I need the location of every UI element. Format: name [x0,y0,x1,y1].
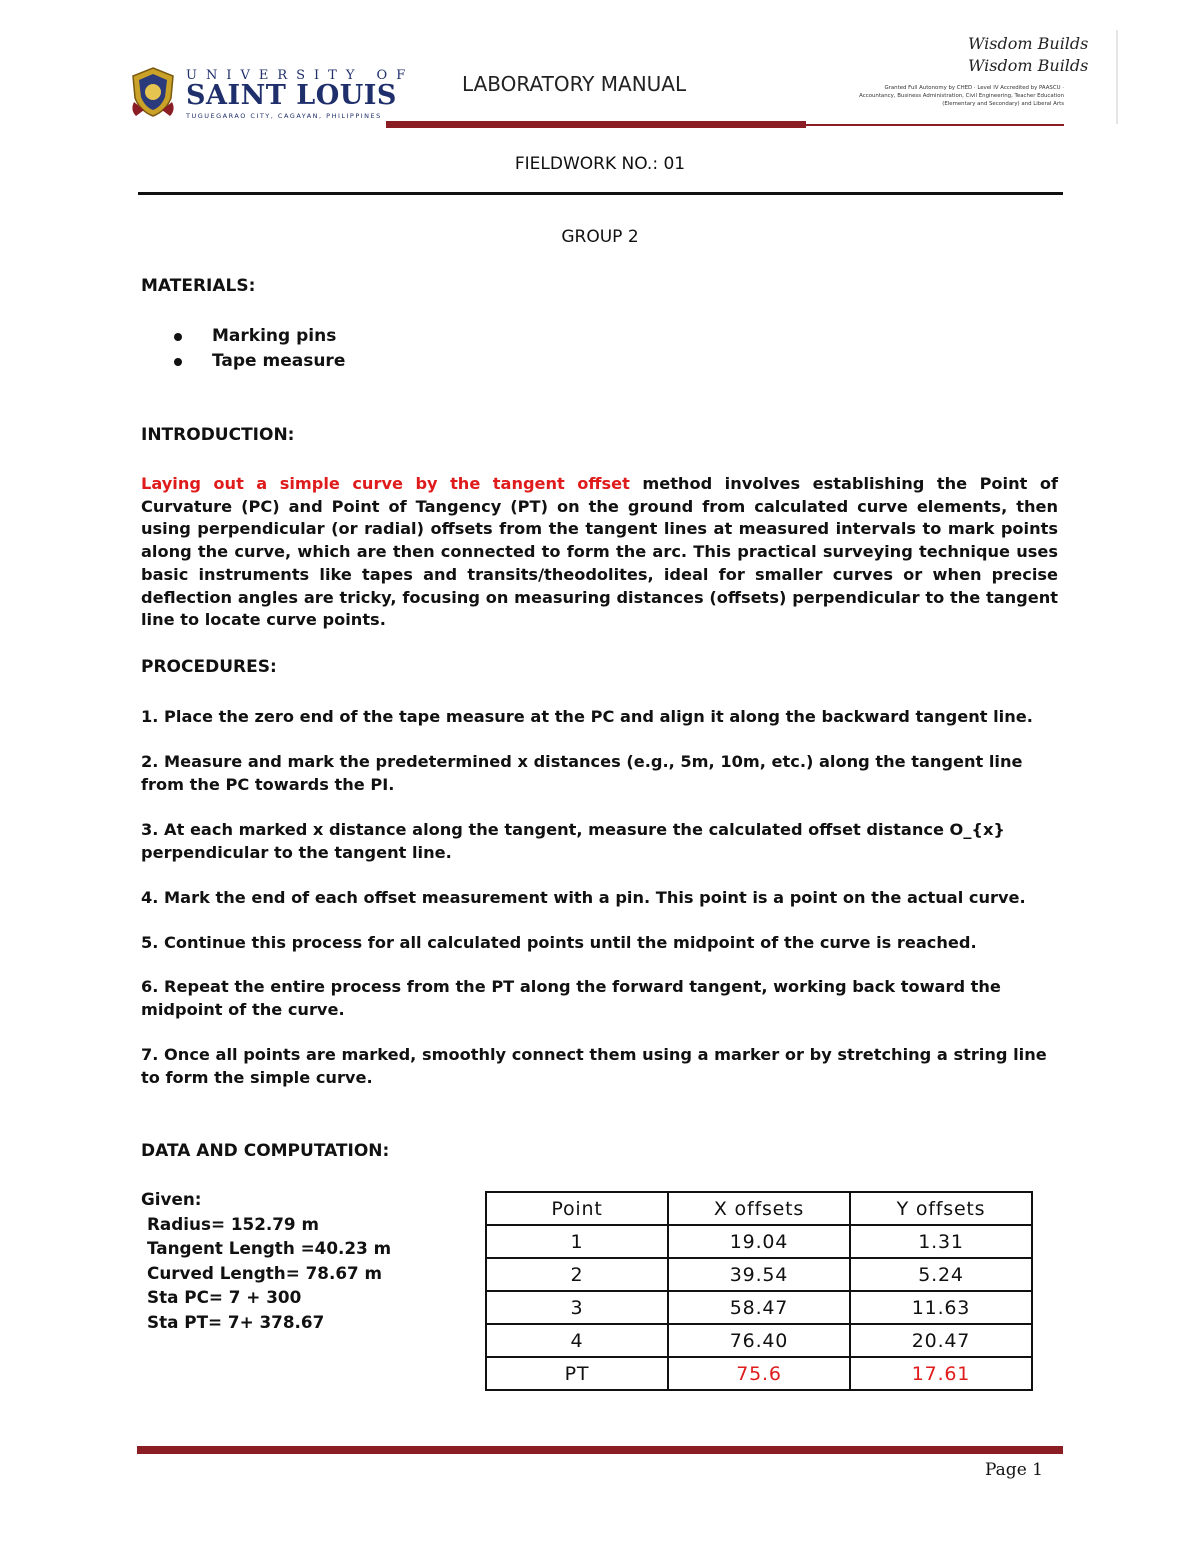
table-cell-highlight: 17.61 [850,1357,1032,1390]
list-item: Marking pins [172,324,345,349]
university-name-line1: UNIVERSITY OF [186,68,415,83]
table-cell: 4 [486,1324,668,1357]
footer-bar [137,1446,1063,1454]
wisdom-builds-logo-2: Wisdom Builds [968,56,1089,75]
introduction-highlight: Laying out a simple curve by the tangent offset [141,474,630,493]
introduction-body: method involves establishing the Point of Curvature (PC) and Point of Tangency (PT) on the ground from calculated curve elements, then using perpendicular (or radial) offsets from the tangent lines at measured intervals to mark points along the curve, which are then connected to form the arc. This practical surveying technique uses basic instruments like tapes and transits/theodolites, ideal for smaller curves or when precise deflection angles are tricky, focusing on measuring distances (offsets) perpendicular to the tangent line to locate curve points. [141,474,1059,630]
header-bar-thin [806,124,1064,126]
table-cell: 39.54 [668,1258,850,1291]
procedure-step-6: 6. Repeat the entire process from the PT along the forward tangent, working back toward the midpoint of the curve. [141,977,1001,1019]
procedures-heading: PROCEDURES: [141,657,277,677]
table-cell: PT [486,1357,668,1390]
table-cell: 5.24 [850,1258,1032,1291]
procedure-step-1: 1. Place the zero end of the tape measure at the PC and align it along the backward tangent line. [141,707,1033,726]
column-header-point: Point [486,1192,668,1225]
table-cell: 19.04 [668,1225,850,1258]
table-row [486,1291,1032,1324]
table-row [486,1324,1032,1357]
manual-title: LABORATORY MANUAL [462,72,687,96]
procedure-step-5: 5. Continue this process for all calculated points until the midpoint of the curve is reached. [141,933,977,952]
table-header-row [486,1192,1032,1225]
given-block [141,1187,391,1334]
accreditation-text: Granted Full Autonomy by CHED · Level IV Accredited by PAASCU · Accountancy, Business Administration, Civil Engineering, Teacher Education (Elementary and Secondary) and Liberal Arts [859,85,1064,107]
table-cell: 3 [486,1291,668,1324]
table-cell: 76.40 [668,1324,850,1357]
materials-list [172,324,345,374]
title-rule [138,192,1063,195]
table-row [486,1258,1032,1291]
data-computation-heading: DATA AND COMPUTATION: [141,1141,390,1161]
column-header-x-offsets: X offsets [668,1192,850,1225]
procedure-step-3: 3. At each marked x distance along the tangent, measure the calculated offset distance O_{x} perpendicular to the tangent line. [141,820,1005,862]
table-cell: 20.47 [850,1324,1032,1357]
header-bar [386,121,806,128]
group-label: GROUP 2 [561,227,639,247]
introduction-paragraph [141,473,1058,632]
table-cell: 58.47 [668,1291,850,1324]
university-name-line2: SAINT LOUIS [186,80,397,111]
procedure-step-4: 4. Mark the end of each offset measurement with a pin. This point is a point on the actual curve. [141,888,1026,907]
page-edge-divider [1116,30,1118,124]
table-cell: 11.63 [850,1291,1032,1324]
offsets-table [485,1191,1033,1391]
given-tangent-length: Tangent Length =40.23 m [147,1238,392,1258]
table-cell: 2 [486,1258,668,1291]
column-header-y-offsets: Y offsets [850,1192,1032,1225]
given-sta-pc: Sta PC= 7 + 300 [147,1287,302,1307]
materials-heading: MATERIALS: [141,276,256,296]
given-radius: Radius= 152.79 m [147,1213,319,1234]
procedure-step-7: 7. Once all points are marked, smoothly connect them using a marker or by stretching a string line to form the simple curve. [141,1045,1047,1087]
university-location: TUGUEGARAO CITY, CAGAYAN, PHILIPPINES [186,112,382,120]
procedure-step-2: 2. Measure and mark the predetermined x distances (e.g., 5m, 10m, etc.) along the tangent line from the PC towards the PI. [141,752,1023,794]
table-cell: 1 [486,1225,668,1258]
given-curved-length: Curved Length= 78.67 m [147,1262,383,1283]
given-sta-pt: Sta PT= 7+ 378.67 [147,1311,325,1332]
table-row [486,1225,1032,1258]
table-cell-highlight: 75.6 [668,1357,850,1390]
table-cell: 1.31 [850,1225,1032,1258]
university-seal-logo [130,66,176,118]
introduction-heading: INTRODUCTION: [141,425,295,445]
list-item: Tape measure [172,349,345,374]
given-label: Given: [141,1189,202,1209]
fieldwork-number: FIELDWORK NO.: 01 [514,154,686,174]
wisdom-builds-logo-1: Wisdom Builds [968,34,1089,53]
table-row [486,1357,1032,1390]
page-number: Page 1 [985,1460,1043,1480]
